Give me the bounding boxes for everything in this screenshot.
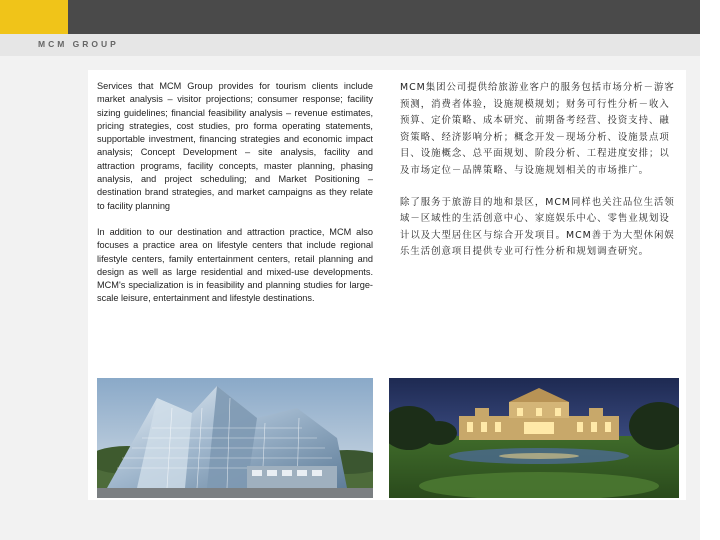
brand-logo-text: MCM GROUP [38,39,119,49]
palace-photo [389,378,679,498]
building-photo [97,378,373,498]
english-column [97,80,373,306]
english-paragraph-2: In addition to our destination and attraction practice, MCM also focuses a practice area on lifestyle centers that include regional lifestyle centers, family entertainment centers, retail planning and design as well as large residential and mixed-use developments. MCM's specialization is in feasibility and planning studies for large-scale leisure, entertainment and lifestyle destinations. [97,226,373,304]
chinese-paragraph-1: MCM集团公司提供给旅游业客户的服务包括市场分析－游客预测，消费者体验，设施规模规划；财务可行性分析－收入预算、定价策略、成本研究、前期备考经营、投资支持、融资策略、经济影响分析；概念开发－现场分析、设施景点项目、设施概念、总平面规划、阶段分析、工程进度安排；以及市场定位－品牌策略、与设施规划相关的市场推广。 [400,82,675,176]
chinese-paragraph-2: 除了服务于旅游目的地和景区，MCM同样也关注品位生活领域－区域性的生活创意中心、家庭娱乐中心、零售业规划设计以及大型居住区与综合开发项目。MCM善于为大型休闲娱乐生活创意项目提供专业可行性分析和规划调查研究。 [400,196,675,258]
header-bar [68,0,700,34]
accent-block [0,0,68,34]
english-paragraph-1: Services that MCM Group provides for tourism clients include market analysis – visitor projections; consumer response; facility sizing guidelines; financial feasibility analysis – revenue estimates, pricing strategies, cost studies, pro forma operating statements, supportable investment, financing strategies and economic impact analysis; Concept Development – site analysis, facility and attraction programs, facility concepts, master planning, phasing analysis, and project scheduling; and Market Positioning – destination brand strategies, and market campaigns as they relate to facility planning [97,81,373,211]
chinese-column [400,80,680,261]
